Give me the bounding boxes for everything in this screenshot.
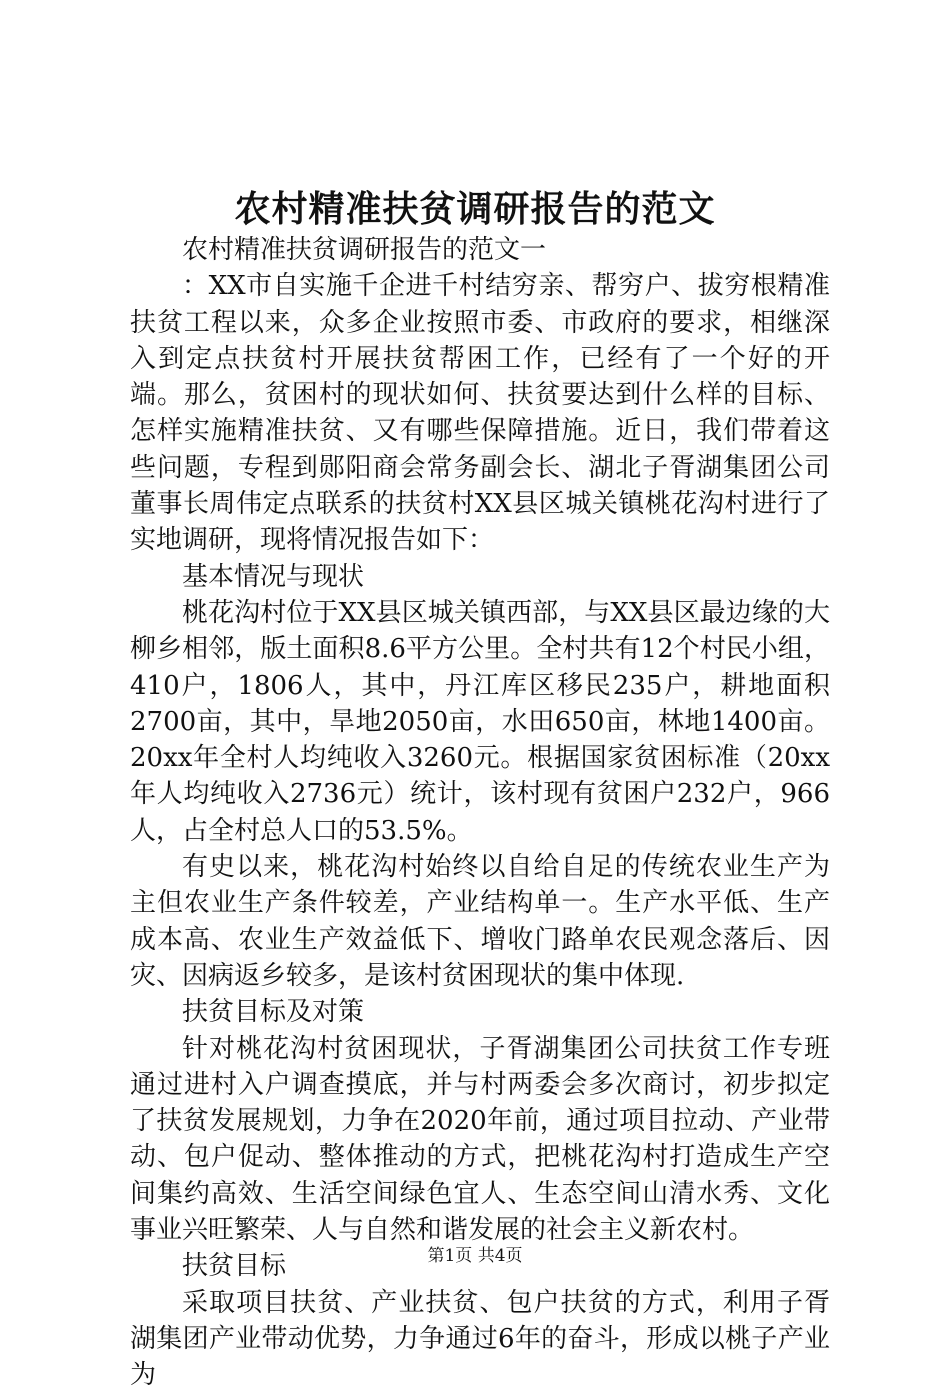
page-number-footer: 第1页 共4页 — [427, 1246, 523, 1266]
paragraph-intro: ：XX市自实施千企进千村结穷亲、帮穷户、拔穷根精准扶贫工程以来，众多企业按照市委、市政府的要求，相继深入到定点扶贫村开展扶贫帮困工作，已经有了一个好的开端。那么，贫困村的现状如何、扶贫要达到什么样的目标、怎样实施精准扶贫、又有哪些保障措施。近日，我们带着这些问题，专程到郧阳商会常务副会长、湖北子胥湖集团公司董事长周伟定点联系的扶贫村XX县区城关镇桃花沟村进行了实地调研，现将情况报告如下： — [130, 271, 830, 556]
paragraph-goals: 采取项目扶贫、产业扶贫、包户扶贫的方式，利用子胥湖集团产业带动优势，力争通过6年的奋斗，形成以桃子产业为 — [130, 1287, 830, 1391]
paragraph-plan: 针对桃花沟村贫困现状，子胥湖集团公司扶贫工作专班通过进村入户调查摸底，并与村两委会多次商讨，初步拟定了扶贫发展规划，力争在2020年前，通过项目拉动、产业带动、包户促动、整体推动的方式，把桃花沟村打造成生产空间集约高效、生活空间绿色宜人、生态空间山清水秀、文化事业兴旺繁荣、人与自然和谐发展的社会主义新农村。 — [130, 1033, 830, 1246]
paragraph-history: 有史以来，桃花沟村始终以自给自足的传统农业生产为主但农业生产条件较差，产业结构单一。生产水平低、生产成本高、农业生产效益低下、增收门路单农民观念落后、因灾、因病返乡较多，是该村贫困现状的集中体现. — [130, 852, 830, 991]
section-heading-goals-and-measures: 扶贫目标及对策 — [182, 997, 365, 1028]
paragraph-subtitle: 农村精准扶贫调研报告的范文一 — [182, 235, 547, 265]
paragraph-village-profile: 桃花沟村位于XX县区城关镇西部，与XX县区最边缘的大柳乡相邻，版土面积8.6平方公里。全村共有12个村民小组，410户，1806人，其中，丹江库区移民235户，耕地面积2700亩，其中，旱地2050亩，水田650亩，林地1400亩。20xx年全村人均纯收入3260元。根据国家贫困标准（20xx年人均纯收入2736元）统计，该村现有贫困户232户，966人，占全村总人口的53.5%。 — [130, 597, 830, 846]
section-heading-goals: 扶贫目标 — [182, 1251, 287, 1282]
section-heading-basic-situation: 基本情况与现状 — [182, 561, 365, 592]
document-body — [130, 232, 830, 1394]
document-title: 农村精准扶贫调研报告的范文 — [234, 188, 716, 230]
